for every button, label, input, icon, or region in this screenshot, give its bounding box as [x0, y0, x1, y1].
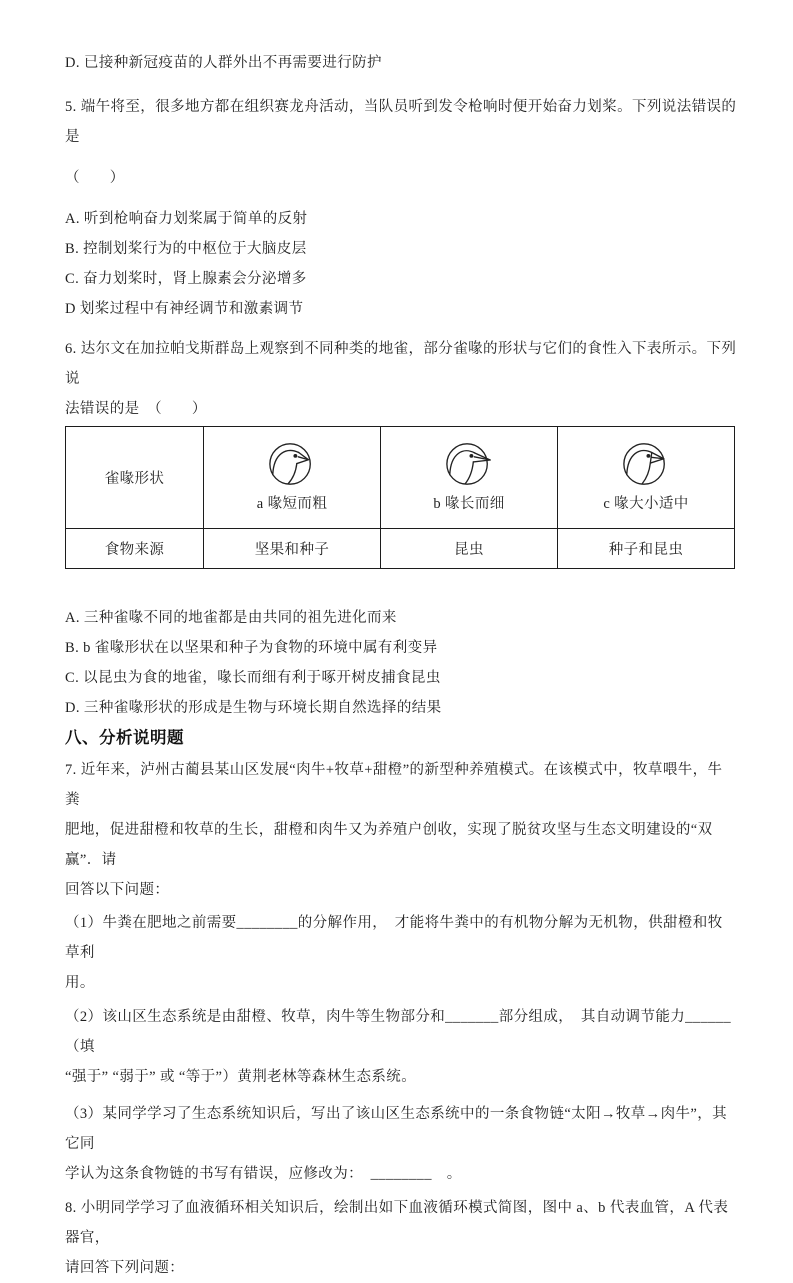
question-7-sub-1 [65, 908, 737, 998]
beak-shape-row-header: 雀喙形状 [66, 427, 204, 529]
question-5-option-d: D 划桨过程中有神经调节和激素调节 [65, 301, 304, 317]
question-7-sub-3-line-2: 学认为这条食物链的书写有错误，应修改为： ________ 。 [65, 1166, 462, 1182]
beak-caption-b: b 喙长而细 [433, 496, 505, 512]
food-cell-b: 昆虫 [381, 529, 558, 569]
question-4-option-d: D. 已接种新冠疫苗的人群外出不再需要进行防护 [65, 55, 382, 71]
question-6-stem-line-2: 法错误的是 （ ） [65, 401, 207, 417]
question-5-answer-paren: （ ） [65, 170, 125, 186]
question-8-stem-line-1: 8. 小明同学学习了血液循环相关知识后，绘制出如下血液循环模式简图，图中 a、b 代表血管，A 代表器官， [65, 1200, 729, 1246]
finch-medium-beak-icon [619, 440, 673, 490]
finch-short-thick-beak-icon [265, 440, 319, 490]
beak-cell-a [204, 427, 381, 529]
question-7-stem [65, 755, 737, 905]
finch-beak-table [65, 426, 735, 569]
question-7-stem-line-3: 回答以下问题： [65, 882, 170, 898]
question-6-option-a: A. 三种雀喙不同的地雀都是由共同的祖先进化而来 [65, 610, 397, 626]
question-7-stem-line-1: 7. 近年来，泸州古蔺县某山区发展“肉牛+牧草+甜橙”的新型种养殖模式。在该模式中，牧草喂牛，牛粪 [65, 762, 723, 808]
beak-cell-b [381, 427, 558, 529]
beak-caption-c: c 喙大小适中 [603, 496, 689, 512]
question-7-stem-line-2: 肥地，促进甜橙和牧草的生长，甜橙和肉牛又为养殖户创收，实现了脱贫攻坚与生态文明建设的“双赢”．请 [65, 822, 713, 868]
question-7-sub-3 [65, 1099, 737, 1189]
food-source-row-header: 食物来源 [66, 529, 204, 569]
section-heading-analysis: 八、分析说明题 [65, 728, 184, 747]
question-6-option-c: C. 以昆虫为食的地雀，喙长而细有利于啄开树皮捕食昆虫 [65, 670, 441, 686]
beak-cell-c [558, 427, 735, 529]
beak-caption-a: a 喙短而粗 [256, 496, 328, 512]
finch-long-thin-beak-icon [442, 440, 496, 490]
question-5-option-c: C. 奋力划桨时，肾上腺素会分泌增多 [65, 271, 307, 287]
question-6-stem-line-1: 6. 达尔文在加拉帕戈斯群岛上观察到不同种类的地雀，部分雀喙的形状与它们的食性入下表所示。下列说 [65, 341, 737, 387]
question-7-sub-1-line-1: （1）牛粪在肥地之前需要________的分解作用， 才能将牛粪中的有机物分解为无机物，供甜橙和牧草利 [65, 915, 723, 961]
question-8-stem-line-2: 请回答下列问题： [65, 1260, 185, 1276]
question-6-option-b: B. b 雀喙形状在以坚果和种子为食物的环境中属有利变异 [65, 640, 438, 656]
question-5-option-a: A. 听到枪响奋力划桨属于简单的反射 [65, 211, 308, 227]
question-6-stem [65, 334, 737, 424]
question-6-option-d: D. 三种雀喙形状的形成是生物与环境长期自然选择的结果 [65, 700, 442, 716]
beak-shape-row [66, 427, 735, 529]
food-cell-a: 坚果和种子 [204, 529, 381, 569]
question-7-sub-3-line-1: （3）某同学学习了生态系统知识后，写出了该山区生态系统中的一条食物链“太阳→牧草→肉牛”，其它同 [65, 1106, 728, 1152]
question-7-sub-2-line-1: （2）该山区生态系统是由甜橙、牧草，肉牛等生物部分和_______部分组成， 其自动调节能力______（填 [65, 1009, 732, 1055]
food-cell-c: 种子和昆虫 [558, 529, 735, 569]
food-source-row [66, 529, 735, 569]
question-8-stem [65, 1193, 737, 1283]
question-7-sub-1-line-2: 用。 [65, 975, 95, 991]
question-7-sub-2-line-2: “强于” “弱于” 或 “等于”）黄荆老林等森林生态系统。 [65, 1069, 417, 1085]
question-5-stem: 5. 端午将至，很多地方都在组织赛龙舟活动，当队员听到发令枪响时便开始奋力划桨。下列说法错误的是 [65, 99, 737, 145]
question-5-option-b: B. 控制划桨行为的中枢位于大脑皮层 [65, 241, 307, 257]
question-7-sub-2 [65, 1002, 737, 1092]
